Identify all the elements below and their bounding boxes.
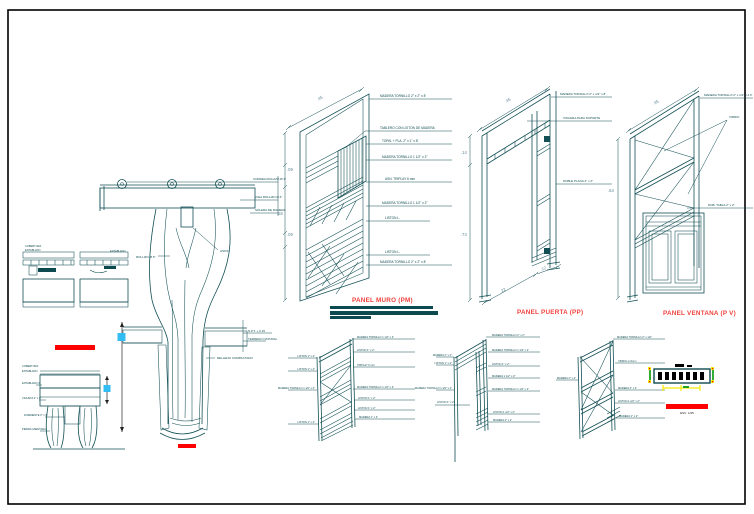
ground-label: N.P.T. + 0.15 bbox=[248, 329, 266, 333]
pm-label: MADERA TORNILLO 2" x 2" x 8' bbox=[380, 94, 426, 98]
b3-right-label: LISTON 1 1/2" x 2" bbox=[618, 400, 640, 403]
b1-left-label: LISTON 1" x 2" bbox=[297, 355, 315, 358]
pp-label: MADERA TORNILLO 2" x 1/2" x 8' bbox=[560, 92, 606, 96]
b2-left-label: MADERA TORNILLO 1 1/2" x 2" bbox=[414, 387, 452, 390]
pm-label: ASN. TRIPLAY 6 mm bbox=[385, 177, 416, 181]
pp-bottom-dim: .12 bbox=[539, 265, 547, 272]
tree-trunk-column-detail bbox=[136, 207, 230, 426]
b2-right-label: MADERA 2" x 2" bbox=[493, 419, 513, 422]
red-marker-bar bbox=[178, 444, 196, 448]
pit-label: RELLENO COMPACTADO bbox=[217, 356, 253, 360]
foundation-label: ENTABLADO bbox=[22, 370, 38, 373]
spec-bar bbox=[397, 311, 438, 315]
section-label: COBERTURA bbox=[25, 245, 42, 248]
pv-label: VIDRIO bbox=[729, 115, 740, 119]
bottom-panel-2 bbox=[415, 333, 540, 462]
pp-height-dim: .74 bbox=[461, 232, 467, 237]
foundation-label: PIEDRA ASENTADA bbox=[22, 428, 46, 431]
pm-height-dim: .55 bbox=[277, 211, 283, 216]
buried-post-detail bbox=[123, 320, 278, 448]
section-markers bbox=[104, 322, 126, 432]
plan-top-mark bbox=[687, 365, 692, 367]
b1-left-label: LISTON 1" x 2" bbox=[297, 421, 315, 424]
cyan-marker bbox=[118, 333, 126, 341]
pv-label: MADERA TORNILLO 2" x 1/2" x 2.5' bbox=[704, 93, 753, 97]
b2-right-label: MADERA TORNILLO 1 1/2" x 2" bbox=[492, 349, 530, 352]
pm-label: MADERA TORNILLO 1 1/2" x 2" bbox=[382, 201, 428, 205]
b2-right-label: LISTON 1" x 2" bbox=[492, 363, 510, 366]
b1-right-label: MADERA 1" x 2" bbox=[359, 416, 379, 419]
pv-label: DOB. TABLA 2" x 2" bbox=[708, 203, 735, 207]
b2-right-label: LISTON 1 1/2" x 2" bbox=[493, 411, 515, 414]
b1-right-label: LISTON 1" x 2" bbox=[358, 407, 376, 410]
hinge bbox=[544, 136, 550, 142]
wall-section-a bbox=[23, 244, 74, 307]
pp-label: VISAGRA PARA SOPORTE bbox=[563, 116, 601, 120]
pm-width-dim: .45 bbox=[316, 94, 324, 102]
panel-plan-detail bbox=[648, 364, 714, 415]
pv-width-dim: .45 bbox=[651, 98, 660, 106]
sheet-border bbox=[8, 10, 745, 504]
bottom-panel-1 bbox=[278, 335, 415, 441]
b2-right-label: MADERA TORNILLO 2" x 2" bbox=[492, 334, 525, 337]
pm-label: LISTON L. bbox=[385, 250, 400, 254]
panel-puerta-title: PANEL PUERTA (PP) bbox=[517, 309, 584, 316]
pp-bottom-dim: .22 bbox=[499, 286, 507, 294]
spec-bar bbox=[330, 306, 433, 309]
plan-scale-text: ESC. 1/25 bbox=[680, 411, 694, 415]
yellow-dim-line bbox=[663, 385, 700, 391]
panel-muro-drawing bbox=[277, 87, 452, 319]
foundation-label: DURMIENTE 3" x 3" bbox=[24, 414, 48, 417]
b3-right-label: MADERA TORNILLO 2" x 1/2" bbox=[617, 336, 652, 339]
section-label: ENTABLADO bbox=[25, 249, 41, 252]
foundation-detail bbox=[22, 364, 125, 449]
b3-right-label: MADERA 2" x 2" bbox=[618, 387, 638, 390]
foundation-label: VIGUETA 2" x 3" bbox=[22, 397, 42, 400]
red-scale-bar bbox=[666, 404, 708, 409]
pm-seg-dim: .09 bbox=[287, 232, 293, 237]
spec-bar bbox=[330, 316, 371, 319]
b1-left-label: LISTON 1" x 2" bbox=[297, 368, 315, 371]
micro-spec-bar bbox=[38, 268, 56, 272]
pm-label: TABLERO CON LISTON DE MADERA bbox=[380, 126, 435, 130]
beam-label: VIGA ROLLIZO Ø 4" bbox=[255, 195, 283, 199]
pv-height-dim: .54 bbox=[608, 188, 614, 193]
spec-bar bbox=[330, 311, 397, 315]
beam-label: CORREA ROLLIZO Ø 3" bbox=[253, 177, 287, 181]
b1-right-label: MADERA TORNILLO 1 1/2" x 2" bbox=[357, 386, 395, 389]
column-label: UNION bbox=[220, 249, 230, 253]
panel-puerta-drawing bbox=[461, 86, 612, 316]
pm-seg-dim: .09 bbox=[287, 167, 293, 172]
foundation-label: COBERTURA bbox=[22, 365, 39, 368]
micro-spec-bar bbox=[104, 266, 116, 269]
b1-left-label: MADERA TORNILLO 1 1/2" x 2" bbox=[277, 387, 315, 390]
red-marker-bar bbox=[55, 345, 95, 350]
pp-label: DOBLE PLANA 2" x 2" bbox=[563, 179, 594, 183]
b3-left-label: MADERA 2" x 2" bbox=[556, 377, 576, 380]
b2-right-label: MADERA TORNILLO 1 1/2" x 2" bbox=[492, 388, 530, 391]
section-label: ENTABLADO bbox=[110, 250, 126, 253]
bottom-panel-3 bbox=[556, 335, 665, 439]
b2-right-label: MADERA 1 1/2" x 2" bbox=[492, 375, 516, 378]
pp-head-dim: .14 bbox=[461, 150, 467, 155]
pp-width-dim: .45 bbox=[503, 96, 512, 104]
panel-muro-title: PANEL MURO (PM) bbox=[352, 297, 413, 304]
window-elevation bbox=[643, 213, 704, 293]
b1-right-label: MADERA TORNILLO 1 1/2" x 2" bbox=[357, 336, 395, 339]
b2-left-label: LISTON 1" x 2" bbox=[437, 401, 455, 404]
b2-left-label: LISTON 1" x 2" bbox=[434, 362, 452, 365]
beam-label: SOLERA DE MADERA bbox=[255, 208, 286, 212]
column-label: ROLLIZO Ø 6" bbox=[136, 255, 156, 259]
pm-label: MADERA TORNILLO 2" x 2" x 8' bbox=[380, 260, 426, 264]
pm-label: MADERA TORNILLO 1 1/2" x 2" bbox=[382, 155, 428, 159]
pm-label: LISTON L. bbox=[385, 216, 400, 220]
hinge bbox=[544, 248, 550, 254]
b2-left-label: MADERA 2" x 2" bbox=[432, 354, 452, 357]
b3-right-label: MADERA 1" x 2" bbox=[619, 415, 639, 418]
b1-right-label: LISTON 1" x 2" bbox=[357, 349, 375, 352]
plan-top-mark bbox=[675, 364, 684, 367]
green-dash bbox=[683, 386, 689, 388]
ground-label: TERRENO NATURAL bbox=[248, 337, 278, 341]
b1-right-label: LISTON 1" x 2" bbox=[358, 397, 376, 400]
b3-right-label: VIDRIO e=2mm bbox=[618, 360, 637, 363]
b1-right-label: TRIPLAY 6 mm bbox=[357, 364, 375, 367]
wall-section-b bbox=[80, 249, 128, 307]
panel-ventana-title: PANEL VENTANA (P V) bbox=[663, 310, 736, 317]
cyan-marker bbox=[104, 385, 111, 392]
panel-ventana-drawing bbox=[608, 87, 753, 317]
foundation-label: ENTABLADO 1" bbox=[22, 382, 41, 385]
pm-label: TORN. + PLA. 2" x 1" x 8' bbox=[382, 139, 419, 143]
